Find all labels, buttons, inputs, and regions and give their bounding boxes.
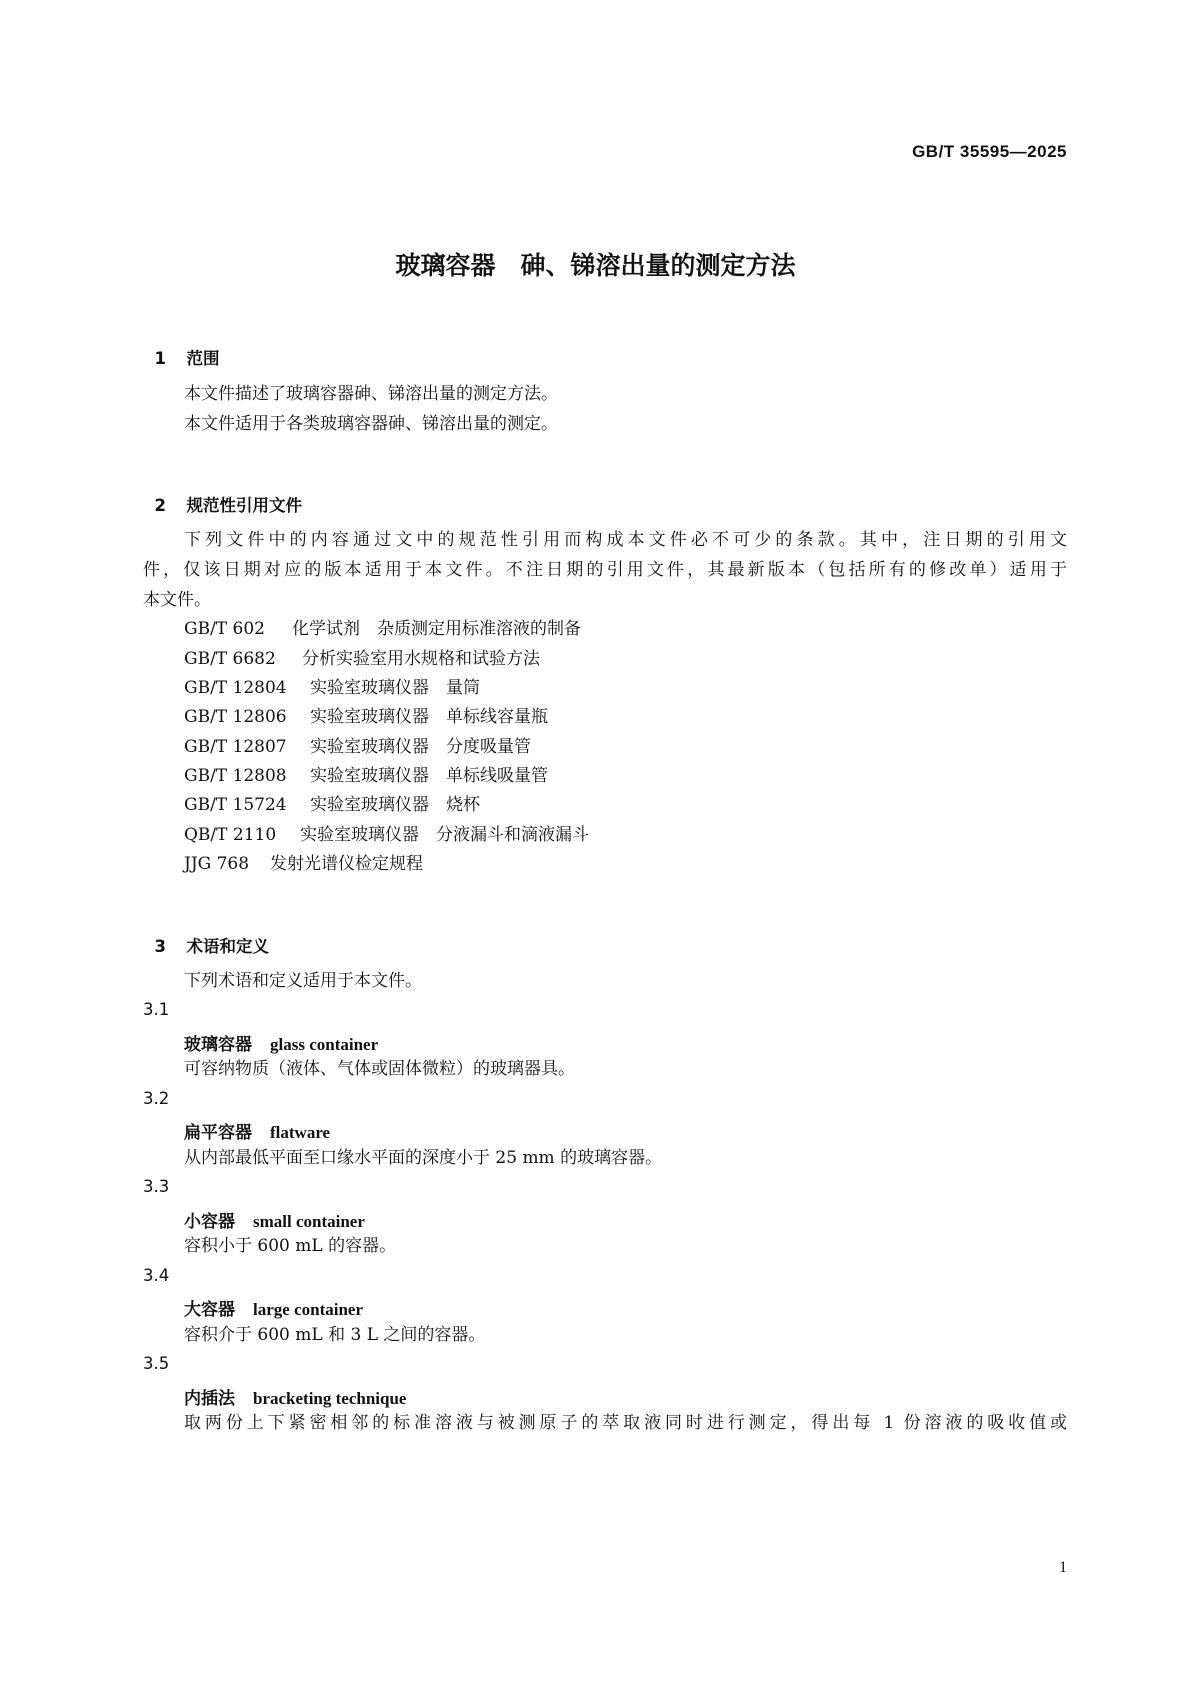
paragraph: 下列术语和定义适用于本文件。 (184, 971, 422, 991)
section-1-heading (143, 326, 220, 369)
term-number: 3.1 (143, 1000, 170, 1019)
section-title: 术语和定义 (186, 937, 269, 956)
reference-title: 实验室玻璃仪器 烧杯 (310, 795, 480, 815)
term-en: large container (253, 1300, 363, 1319)
reference-item (184, 795, 480, 815)
term-heading (184, 1118, 330, 1143)
term-number: 3.2 (143, 1089, 170, 1108)
term-heading (184, 1384, 406, 1409)
term-heading (184, 1295, 363, 1320)
reference-title: 化学试剂 杂质测定用标准溶液的制备 (292, 619, 581, 639)
reference-item (184, 678, 480, 698)
term-zh: 内插法 (184, 1389, 235, 1409)
reference-item (184, 707, 548, 727)
paragraph: 本文件适用于各类玻璃容器砷、锑溶出量的测定。 (184, 414, 558, 434)
section-title: 规范性引用文件 (186, 496, 302, 515)
term-en: bracketing technique (253, 1389, 407, 1408)
reference-code: GB/T 15724 (184, 795, 287, 815)
term-en: small container (253, 1212, 365, 1231)
reference-title: 实验室玻璃仪器 单标线容量瓶 (310, 707, 548, 727)
term-en: flatware (270, 1123, 331, 1142)
paragraph-line: 本文件。 (143, 590, 211, 610)
term-definition: 容积介于 600 mL 和 3 L 之间的容器。 (184, 1325, 486, 1345)
term-number: 3.4 (143, 1266, 170, 1285)
section-number: 2 (154, 496, 166, 515)
reference-title: 发射光谱仪检定规程 (270, 854, 423, 874)
reference-title: 实验室玻璃仪器 分度吸量管 (310, 737, 531, 757)
standard-code: GB/T 35595—2025 (912, 142, 1067, 161)
section-number: 1 (154, 349, 166, 368)
term-zh: 小容器 (184, 1212, 235, 1232)
reference-title: 分析实验室用水规格和试验方法 (302, 649, 540, 669)
reference-code: GB/T 12804 (184, 678, 287, 698)
term-heading (184, 1207, 365, 1232)
term-number: 3.3 (143, 1177, 170, 1196)
term-zh: 玻璃容器 (184, 1035, 252, 1055)
reference-code: GB/T 12806 (184, 707, 287, 727)
reference-code: GB/T 6682 (184, 649, 276, 669)
term-definition: 取两份上下紧密相邻的标准溶液与被测原子的萃取液同时进行测定，得出每 1 份溶液的吸收值或 (184, 1413, 1067, 1433)
section-title: 范围 (186, 349, 220, 368)
reference-item (184, 649, 540, 669)
reference-title: 实验室玻璃仪器 分液漏斗和滴液漏斗 (300, 825, 589, 845)
reference-code: GB/T 602 (184, 619, 265, 639)
document-title: 玻璃容器 砷、锑溶出量的测定方法 (395, 251, 796, 280)
reference-code: JJG 768 (184, 854, 250, 874)
reference-item (184, 825, 589, 845)
term-number: 3.5 (143, 1354, 170, 1373)
page-number: 1 (1059, 1559, 1067, 1576)
reference-code: QB/T 2110 (184, 825, 277, 845)
reference-item (184, 854, 423, 874)
paragraph: 本文件描述了玻璃容器砷、锑溶出量的测定方法。 (184, 384, 558, 404)
section-number: 3 (154, 937, 166, 956)
reference-title: 实验室玻璃仪器 量筒 (310, 678, 480, 698)
term-zh: 大容器 (184, 1300, 235, 1320)
paragraph-line: 件，仅该日期对应的版本适用于本文件。不注日期的引用文件，其最新版本（包括所有的修改单）适用于 (143, 560, 1067, 580)
reference-item (184, 619, 581, 639)
reference-title: 实验室玻璃仪器 单标线吸量管 (310, 766, 548, 786)
reference-code: GB/T 12807 (184, 737, 287, 757)
term-heading (184, 1030, 378, 1055)
paragraph-line: 下列文件中的内容通过文中的规范性引用而构成本文件必不可少的条款。其中，注日期的引用文 (184, 530, 1067, 550)
term-en: glass container (270, 1035, 379, 1054)
section-2-heading (143, 473, 302, 516)
reference-item (184, 737, 531, 757)
term-definition: 从内部最低平面至口缘水平面的深度小于 25 mm 的玻璃容器。 (184, 1148, 663, 1168)
term-zh: 扁平容器 (184, 1123, 252, 1143)
reference-code: GB/T 12808 (184, 766, 287, 786)
section-3-heading (143, 914, 269, 957)
term-definition: 容积小于 600 mL 的容器。 (184, 1236, 397, 1256)
reference-item (184, 766, 548, 786)
term-definition: 可容纳物质（液体、气体或固体微粒）的玻璃器具。 (184, 1059, 575, 1079)
